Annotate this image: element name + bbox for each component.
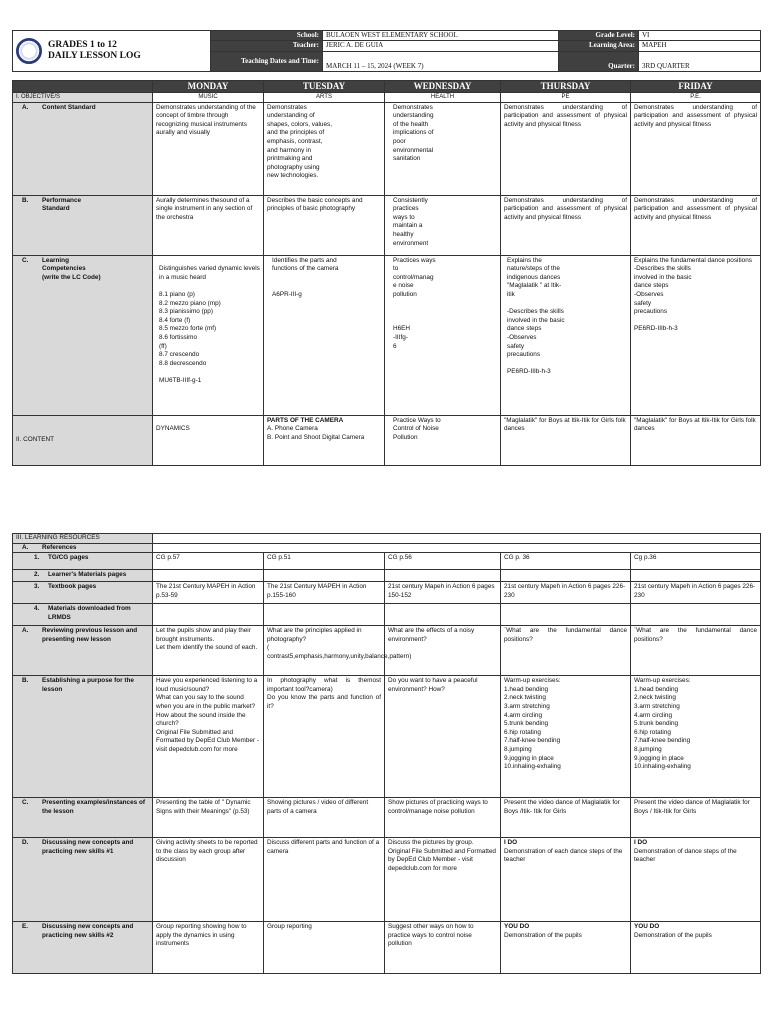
- cell-wednesday: What are the effects of a noisy environment?: [385, 626, 501, 676]
- cell-friday: Warm-up exercises: 1.head bending 2.neck twisting 3.arm stretching 4.arm circling 5.trunk bending 6.hip rotating 7.half-knee bending 8.jumping 9.jogging in place 10.inhaling-exhaling: [631, 676, 761, 798]
- cell-thursday: [501, 570, 631, 582]
- cell-wednesday: Discuss the pictures by group. Original File Submitted and Formatted by DepEd Club Member - visit depedclub.com for more: [385, 838, 501, 922]
- cell-tuesday: Identifies the parts and functions of the camera A6PR-III-g: [264, 255, 385, 415]
- learning-resources-table: [12, 533, 761, 974]
- cell-text: Demonstration of the pupils: [504, 931, 582, 939]
- row-number: 1.: [34, 554, 40, 562]
- day-header-blank: [13, 81, 153, 93]
- quarter-value: 3RD QUARTER: [639, 51, 761, 72]
- cell-monday: [153, 570, 264, 582]
- cell-text: Demonstration of dance steps of the teacher: [634, 847, 737, 864]
- cell-thursday: "Maglalatik" for Boys at Itik-Itik for Girls folk dances: [501, 415, 631, 465]
- row-label-text: Materials downloaded from LRMDS: [48, 605, 131, 621]
- cell-thursday: [501, 922, 631, 974]
- teacher-value: JERIC A. DE GUIA: [323, 41, 559, 51]
- cell-monday: Demonstrates understanding of the concept of timbre through recognizing musical instruments aurally and visually: [153, 102, 264, 195]
- cell-tuesday: Describes the basic concepts and principles of basic photography: [264, 195, 385, 255]
- cell-tuesday: Group reporting: [264, 922, 385, 974]
- cell-friday: [631, 604, 761, 626]
- cell-thursday: `What are the fundamental dance positions?: [501, 626, 631, 676]
- row-label-text: Performance Standard: [42, 196, 82, 213]
- subject-thursday: PE: [501, 93, 631, 103]
- cell-wednesday: [385, 570, 501, 582]
- row-label: [13, 195, 153, 255]
- discussing-2-row: [13, 922, 761, 974]
- cell-wednesday: Show pictures of practicing ways to control/manage noise pollution: [385, 798, 501, 838]
- row-letter: B.: [22, 196, 29, 204]
- tg-cg-row: [13, 553, 761, 570]
- row-label: [13, 676, 153, 798]
- title-line-1: GRADES 1 to 12: [48, 40, 117, 50]
- row-letter: E.: [22, 923, 29, 931]
- cell-thursday: [501, 604, 631, 626]
- cell-tuesday: Showing pictures / video of different parts of a camera: [264, 798, 385, 838]
- dates-label: Teaching Dates and Time:: [211, 51, 323, 72]
- cell-tuesday: [264, 604, 385, 626]
- row-letter: B.: [22, 677, 29, 685]
- teacher-label: Teacher:: [211, 41, 323, 51]
- blank-cell: [153, 543, 761, 553]
- row-letter: D.: [22, 839, 29, 847]
- cell-wednesday: Do you want to have a peaceful environment? How?: [385, 676, 501, 798]
- cell-wednesday: CG p.56: [385, 553, 501, 570]
- row-label: [13, 570, 153, 582]
- day-wednesday: WEDNESDAY: [385, 81, 501, 93]
- row-label: A. References: [13, 543, 153, 553]
- section-heading-content: II. CONTENT: [13, 415, 153, 465]
- cell-thursday: Explains the nature/steps of the indigenous dances "Maglalatik " at Itik- itik -Describes the skills involved in the basic dance steps -Observes safety precautions PE6RD-IIIb-h-3: [501, 255, 631, 415]
- row-label-text: Discussing new concepts and practicing new skills #1: [42, 839, 134, 855]
- cell-friday: [631, 570, 761, 582]
- cell-tuesday: [264, 570, 385, 582]
- row-letter: C.: [22, 256, 29, 264]
- row-label-text: Content Standard: [42, 103, 96, 111]
- title-line-2: DAILY LESSON LOG: [48, 51, 141, 61]
- row-label-text: Discussing new concepts and practicing new skills #2: [42, 923, 134, 939]
- quarter-label: Quarter:: [559, 51, 639, 72]
- cell-monday: CG p.57: [153, 553, 264, 570]
- row-label-text: Learning Competencies (write the LC Code): [42, 256, 101, 281]
- cell-tuesday: Discuss different parts and function of a camera: [264, 838, 385, 922]
- cell-thursday: Demonstrates understanding of participation and assessment of physical activity and physical fitness: [501, 102, 631, 195]
- cell-thursday: Demonstrates understanding of participation and assessment of physical activity and physical fitness: [501, 195, 631, 255]
- objectives-table: [12, 80, 761, 466]
- cell-monday: The 21st Century MAPEH in Action p.53-59: [153, 582, 264, 604]
- cell-friday: [631, 838, 761, 922]
- day-thursday: THURSDAY: [501, 81, 631, 93]
- row-label: [13, 922, 153, 974]
- learning-competencies-row: [13, 255, 761, 415]
- school-value: BULAOEN WEST ELEMENTARY SCHOOL: [323, 31, 559, 41]
- cell-friday: `What are the fundamental dance positions?: [631, 626, 761, 676]
- row-letter: A.: [22, 627, 29, 635]
- tuesday-content-title: PARTS OF THE CAMERA: [267, 416, 344, 424]
- content-row: [13, 415, 761, 465]
- presenting-row: [13, 798, 761, 838]
- cell-thursday: 21st century Mapeh in Action 6 pages 226-230: [501, 582, 631, 604]
- row-label: [13, 604, 153, 626]
- deped-seal-icon: [16, 38, 42, 64]
- cell-tuesday: What are the principles applied in photography? ( contrast5,emphasis,harmony,unity,balance,pattern): [264, 626, 385, 676]
- resources-heading-row: [13, 534, 761, 544]
- row-label-text: Reviewing previous lesson and presenting new lesson: [42, 627, 138, 643]
- subject-monday: MUSIC: [153, 93, 264, 103]
- row-label-text: Establishing a purpose for the lesson: [42, 677, 134, 693]
- cell-monday: DYNAMICS: [153, 415, 264, 465]
- blank-cell: [153, 534, 761, 544]
- i-do-heading: I DO: [504, 839, 518, 847]
- row-label-text: Presenting examples/instances of the lesson: [42, 799, 145, 815]
- row-label: [13, 255, 153, 415]
- school-label: School:: [211, 31, 323, 41]
- day-friday: FRIDAY: [631, 81, 761, 93]
- section-heading-objectives: I. OBJECTIVE/S: [13, 93, 153, 103]
- you-do-heading: YOU DO: [504, 923, 530, 931]
- reviewing-row: [13, 626, 761, 676]
- textbook-row: [13, 582, 761, 604]
- cell-wednesday: Practices ways to control/manag e noise pollution H6EH -IIIfg- 6: [385, 255, 501, 415]
- row-label: [13, 582, 153, 604]
- cell-monday: Let the pupils show and play their brought instruments. Let them identify the sound of each.: [153, 626, 264, 676]
- section-heading-resources: III. LEARNING RESOURCES: [13, 534, 153, 544]
- cell-tuesday: Demonstrates understanding of shapes, colors, values, and the principles of emphasis, contrast, and harmony in printmaking and photography using new technologies.: [264, 102, 385, 195]
- subject-row: [13, 93, 761, 103]
- area-label: Learning Area:: [559, 41, 639, 51]
- subject-tuesday: ARTS: [264, 93, 385, 103]
- references-label: References: [42, 543, 77, 551]
- cell-monday: Distinguishes varied dynamic levels in a music heard 8.1 piano (p) 8.2 mezzo piano (mp) 8.3 pianissimo (pp) 8.4 forte (f) 8.5 mezzo forte (mf) 8.6 fortissimo (ff) 8.7 crescendo 8.8 decrescendo MU6TB-IIIf-g-1: [153, 255, 264, 415]
- row-label-text: TG/CG pages: [48, 554, 89, 562]
- header-table: [12, 30, 761, 72]
- cell-wednesday: 21st century Mapeh in Action 6 pages 150-152: [385, 582, 501, 604]
- day-monday: MONDAY: [153, 81, 264, 93]
- cell-tuesday: In photography what is themost important tool?camera) Do you know the parts and function of it?: [264, 676, 385, 798]
- cell-friday: Explains the fundamental dance positions -Describes the skills involved in the basic dance steps -Observes safety precautions PE6RD-IIIb-h-3: [631, 255, 761, 415]
- row-letter: A.: [22, 103, 29, 111]
- cell-tuesday: The 21st Century MAPEH in Action p.155-160: [264, 582, 385, 604]
- cell-monday: [153, 604, 264, 626]
- cell-thursday: [501, 838, 631, 922]
- cell-friday: Cg p.36: [631, 553, 761, 570]
- performance-standard-row: [13, 195, 761, 255]
- cell-text: Demonstration of each dance steps of the teacher: [504, 847, 623, 864]
- cell-friday: 21st century Mapeh in Action 6 pages 226-230: [631, 582, 761, 604]
- cell-friday: [631, 922, 761, 974]
- subject-wednesday: HEALTH: [385, 93, 501, 103]
- grade-value: VI: [639, 31, 761, 41]
- row-label: [13, 838, 153, 922]
- cell-friday: Demonstrates understanding of participation and assessment of physical activity and physical fitness: [631, 102, 761, 195]
- cell-monday: Giving activity sheets to be reported to the class by each group after discussion: [153, 838, 264, 922]
- cell-monday: Have you experienced listening to a loud music/sound? What can you say to the sound when you are in the public market? How about the sound inside the church? Original File Submitted and Formatted by DepEd Club Member - visit depedclub.com for more: [153, 676, 264, 798]
- day-tuesday: TUESDAY: [264, 81, 385, 93]
- cell-wednesday: Demonstrates understanding of the health implications of poor environmental sanitation: [385, 102, 501, 195]
- row-number: 3.: [34, 583, 40, 591]
- cell-wednesday: Practice Ways to Control of Noise Pollution: [385, 415, 501, 465]
- lrmds-row: [13, 604, 761, 626]
- i-do-heading: I DO: [634, 839, 648, 847]
- row-label: [13, 102, 153, 195]
- content-standard-row: [13, 102, 761, 195]
- cell-wednesday: [385, 604, 501, 626]
- cell-thursday: Warm-up exercises: 1.head bending 2.neck twisting 3.arm stretching 4.arm circling 5.trunk bending 6.hip rotating 7.half-knee bending 8.jumping 9.jogging in place 10.inhaling-exhaling: [501, 676, 631, 798]
- cell-friday: Present the video dance of Maglalatik for Boys / Itik-Itik for Girls: [631, 798, 761, 838]
- row-number: 2.: [34, 571, 40, 579]
- cell-thursday: Present the video dance of Maglalatik for Boys /Itik- Itik for Girls: [501, 798, 631, 838]
- row-number: 4.: [34, 605, 40, 613]
- cell-wednesday: Suggest other ways on how to practice ways to control noise pollution: [385, 922, 501, 974]
- cell-wednesday: Consistently practices ways to maintain a healthy environment: [385, 195, 501, 255]
- cell-thursday: CG p. 36: [501, 553, 631, 570]
- discussing-1-row: [13, 838, 761, 922]
- cell-monday: Presenting the table of " Dynamic Signs with their Meanings" (p.53): [153, 798, 264, 838]
- title-block: [13, 31, 211, 72]
- you-do-heading: YOU DO: [634, 923, 660, 931]
- cell-text: Demonstration of the pupils: [634, 931, 712, 939]
- cell-friday: "Maglalatik" for Boys at Itik-Itik for Girls folk dances: [631, 415, 761, 465]
- lm-row: [13, 570, 761, 582]
- row-label-text: Learner's Materials pages: [48, 571, 127, 579]
- subject-friday: P.E.: [631, 93, 761, 103]
- cell-monday: Aurally determines thesound of a single instrument in any section of the orchestra: [153, 195, 264, 255]
- row-label: [13, 798, 153, 838]
- row-label: [13, 626, 153, 676]
- row-letter: C.: [22, 799, 29, 807]
- dates-value: MARCH 11 – 15, 2024 (WEEK 7): [323, 51, 559, 72]
- area-value: MAPEH: [639, 41, 761, 51]
- references-row: [13, 543, 761, 553]
- cell-monday: Group reporting showing how to apply the dynamics in using instruments: [153, 922, 264, 974]
- day-header-row: [13, 81, 761, 93]
- tuesday-content-body: A. Phone Camera B. Point and Shoot Digital Camera: [267, 425, 365, 441]
- cell-friday: Demonstrates understanding of participation and assessment of physical activity and physical fitness: [631, 195, 761, 255]
- row-label-text: Textbook pages: [48, 583, 97, 591]
- establishing-row: [13, 676, 761, 798]
- cell-tuesday: [264, 415, 385, 465]
- cell-tuesday: CG p.51: [264, 553, 385, 570]
- row-label: [13, 553, 153, 570]
- grade-label: Grade Level:: [559, 31, 639, 41]
